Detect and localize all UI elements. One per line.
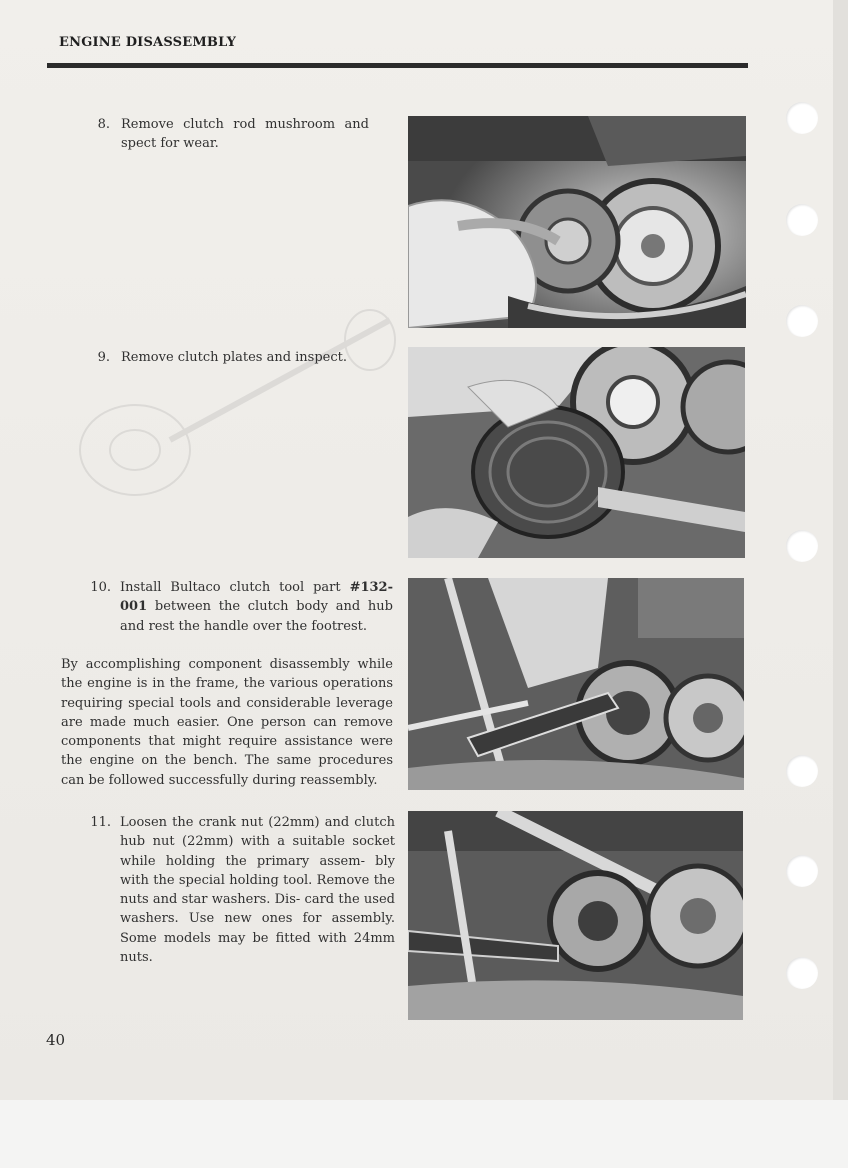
part-number: #132-001 xyxy=(120,580,393,615)
step-text: Remove clutch rod mushroom and spect for wear. xyxy=(121,117,369,152)
binder-hole xyxy=(786,530,818,562)
binder-hole xyxy=(786,102,818,134)
binder-hole xyxy=(786,305,818,337)
page-edge xyxy=(833,0,848,1100)
photo-clutch-plates xyxy=(408,347,745,558)
photo-clutch-rod-mushroom xyxy=(408,116,746,328)
photo-bultaco-clutch-tool xyxy=(408,578,744,790)
page-number: 40 xyxy=(46,1031,66,1049)
body-paragraph: By accomplishing component disassembly while the engine is in the frame, the various operations requiring special tools and considerable leverage are made much easier. One person can remove components that might require assistance were the engine on the bench. The same procedures can be followed successfully during reassembly. xyxy=(61,657,393,788)
binder-hole xyxy=(786,204,818,236)
section-title: ENGINE DISASSEMBLY xyxy=(59,35,237,50)
header-rule xyxy=(47,63,748,68)
step-text: Loosen the crank nut (22mm) and clutch hub nut (22mm) with a suitable socket while holding the primary assem- bly with the special holding tool. Remove the nuts and star washers. Dis- card the used washers. Use new ones for assembly. Some models may be fitted with 24mm nuts. xyxy=(120,815,395,966)
step-number: 10. xyxy=(90,580,111,595)
step-number: 9. xyxy=(97,350,110,365)
photo-crank-nut-removal xyxy=(408,811,743,1020)
step-text: Install Bultaco clutch tool part #132-001 between the clutch body and hub and rest the handle over the footrest. xyxy=(120,580,394,634)
step-number: 11. xyxy=(90,815,111,830)
step-text: Remove clutch plates and inspect. xyxy=(121,350,348,365)
binder-hole xyxy=(786,855,818,887)
bleed-through-ghost xyxy=(70,300,400,500)
binder-hole xyxy=(786,957,818,989)
step-number: 8. xyxy=(97,117,110,132)
bottom-margin xyxy=(0,1100,848,1168)
binder-hole xyxy=(786,755,818,787)
